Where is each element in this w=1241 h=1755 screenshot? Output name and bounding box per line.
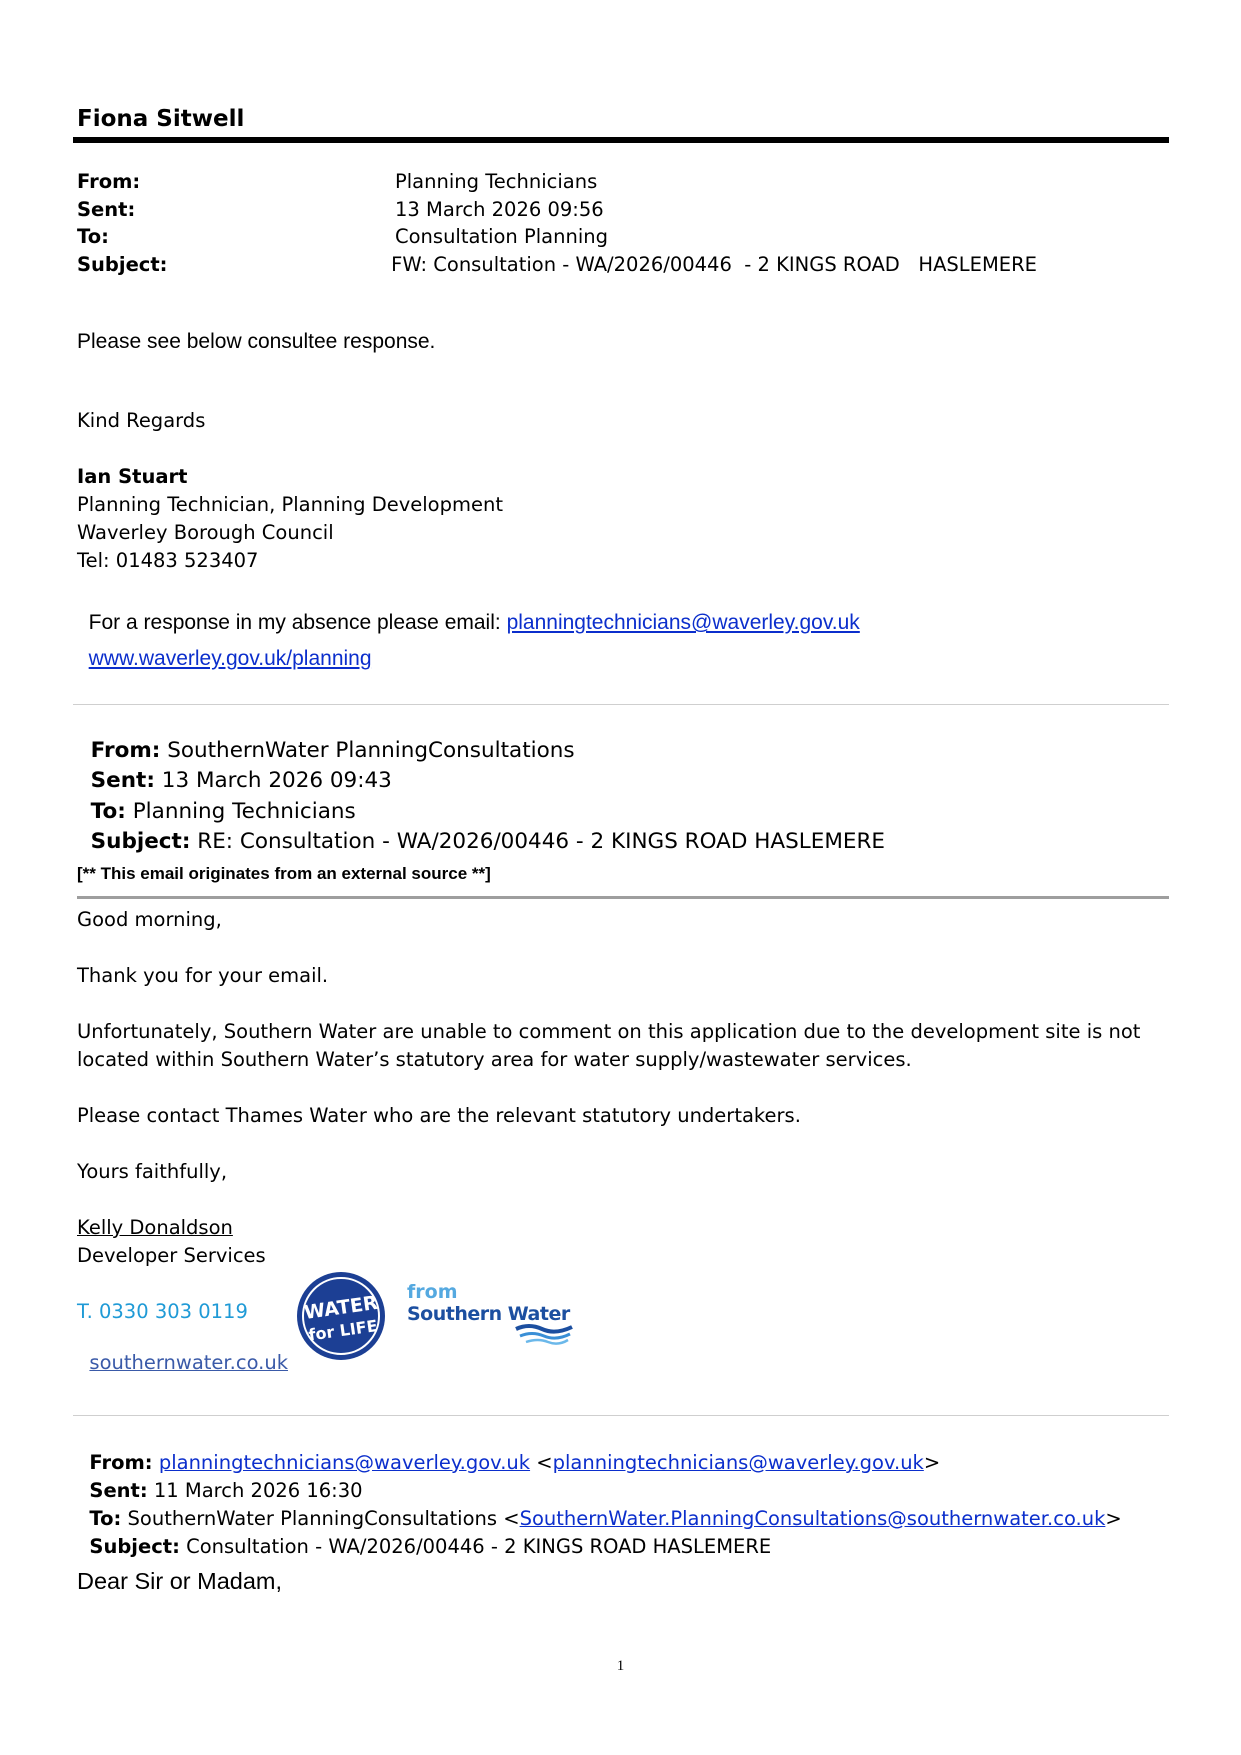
- logo-from: from: [407, 1281, 458, 1303]
- from-email-bracket-link[interactable]: planningtechnicians@waverley.gov.uk: [552, 1451, 924, 1474]
- badge-line1: WATER: [302, 1291, 380, 1324]
- email1-header: [77, 168, 1037, 278]
- to-label: To:: [77, 225, 109, 248]
- sent-label: Sent:: [90, 768, 155, 793]
- email3-to-row: To: SouthernWater PlanningConsultations <SouthernWater.PlanningConsultations@southernwater.co.uk>: [89, 1507, 1122, 1530]
- email1-website-line: [77, 623, 372, 671]
- to-label: To:: [89, 1507, 122, 1530]
- to-email-link[interactable]: SouthernWater.PlanningConsultations@southernwater.co.uk: [519, 1507, 1106, 1530]
- email3-salutation: Dear Sir or Madam,: [77, 1568, 283, 1594]
- sent-label: Sent:: [77, 197, 136, 221]
- page-number: 1: [616, 1658, 625, 1674]
- title-rule: [73, 137, 1169, 143]
- email1-subject-row: [77, 251, 1037, 279]
- sent-label: Sent:: [89, 1479, 148, 1502]
- email2-signoff: Yours faithfully,: [77, 1160, 228, 1183]
- southern-water-wordmark: [399, 1281, 579, 1351]
- subject-label: Subject:: [77, 252, 168, 276]
- email2-sig-web-line: [77, 1328, 288, 1374]
- website-link[interactable]: www.waverley.gov.uk/planning: [88, 647, 372, 670]
- subject-value: Consultation - WA/2026/00446 - 2 KINGS ROAD HASLEMERE: [186, 1535, 772, 1558]
- email1-sig-title: Planning Technician, Planning Development: [77, 493, 503, 516]
- water-for-life-badge-icon: [295, 1270, 387, 1362]
- subject-label: Subject:: [89, 1535, 180, 1558]
- subject-label: Subject:: [90, 829, 191, 854]
- external-notice-rule: [77, 896, 1169, 899]
- subject-value: RE: Consultation - WA/2026/00446 - 2 KINGS ROAD HASLEMERE: [197, 829, 886, 854]
- email3-subject-row: [77, 1512, 771, 1558]
- badge-line2: for LIFE: [307, 1316, 379, 1345]
- sent-value: 13 March 2026 09:43: [161, 768, 392, 793]
- email2-contact: Please contact Thames Water who are the relevant statutory undertakers.: [77, 1104, 801, 1127]
- southern-water-logo: [295, 1270, 579, 1362]
- email2-sig-dept: Developer Services: [77, 1244, 266, 1267]
- email3-from-row: From: planningtechnicians@waverley.gov.uk <planningtechnicians@waverley.gov.uk>: [89, 1451, 941, 1474]
- email1-to-row: [77, 223, 1037, 251]
- email2-sig-phone: T. 0330 303 0119: [77, 1300, 248, 1323]
- logo-brand: Southern Water: [407, 1303, 570, 1325]
- email2-body-line2: located within Southern Water’s statutory area for water supply/wastewater services.: [77, 1048, 912, 1071]
- from-value: Planning Technicians: [395, 170, 598, 193]
- page-title: Fiona Sitwell: [77, 106, 245, 132]
- southernwater-link[interactable]: southernwater.co.uk: [89, 1351, 289, 1374]
- to-label: To:: [90, 799, 126, 824]
- email2-greeting: Good morning,: [77, 908, 222, 931]
- sent-value: 13 March 2026 09:56: [395, 197, 604, 221]
- to-name: SouthernWater PlanningConsultations: [127, 1507, 498, 1530]
- email1-intro: Please see below consultee response.: [77, 330, 436, 353]
- email1-sig-tel: Tel: 01483 523407: [77, 549, 259, 572]
- separator-1: [73, 704, 1169, 705]
- from-label: From:: [90, 738, 161, 763]
- from-email-link[interactable]: planningtechnicians@waverley.gov.uk: [158, 1451, 531, 1474]
- from-label: From:: [77, 170, 141, 193]
- absence-text: For a response in my absence please email:: [88, 611, 507, 634]
- email2-thanks: Thank you for your email.: [77, 964, 329, 987]
- to-value: Consultation Planning: [395, 225, 608, 248]
- subject-value: FW: Consultation - WA/2026/00446 - 2 KINGS ROAD HASLEMERE: [391, 252, 1037, 276]
- email1-regards: Kind Regards: [77, 409, 206, 432]
- email1-sig-name: Ian Stuart: [77, 465, 188, 488]
- separator-2: [73, 1415, 1169, 1416]
- absence-email-link[interactable]: planningtechnicians@waverley.gov.uk: [506, 611, 860, 634]
- email1-sig-org: Waverley Borough Council: [77, 521, 334, 544]
- external-notice: [** This email originates from an external source **]: [77, 864, 491, 883]
- from-value: SouthernWater PlanningConsultations: [167, 738, 575, 763]
- to-value: Planning Technicians: [132, 799, 356, 824]
- email2-subject-row: [77, 804, 885, 854]
- email2-sig-name: Kelly Donaldson: [77, 1216, 233, 1239]
- wave-icon: [514, 1321, 574, 1347]
- email1-from-row: [77, 168, 1037, 196]
- sent-value: 11 March 2026 16:30: [153, 1479, 363, 1502]
- from-label: From:: [89, 1451, 153, 1474]
- email1-sent-row: [77, 196, 1037, 224]
- email2-body-line1: Unfortunately, Southern Water are unable to comment on this application due to the development site is not: [77, 1020, 1141, 1043]
